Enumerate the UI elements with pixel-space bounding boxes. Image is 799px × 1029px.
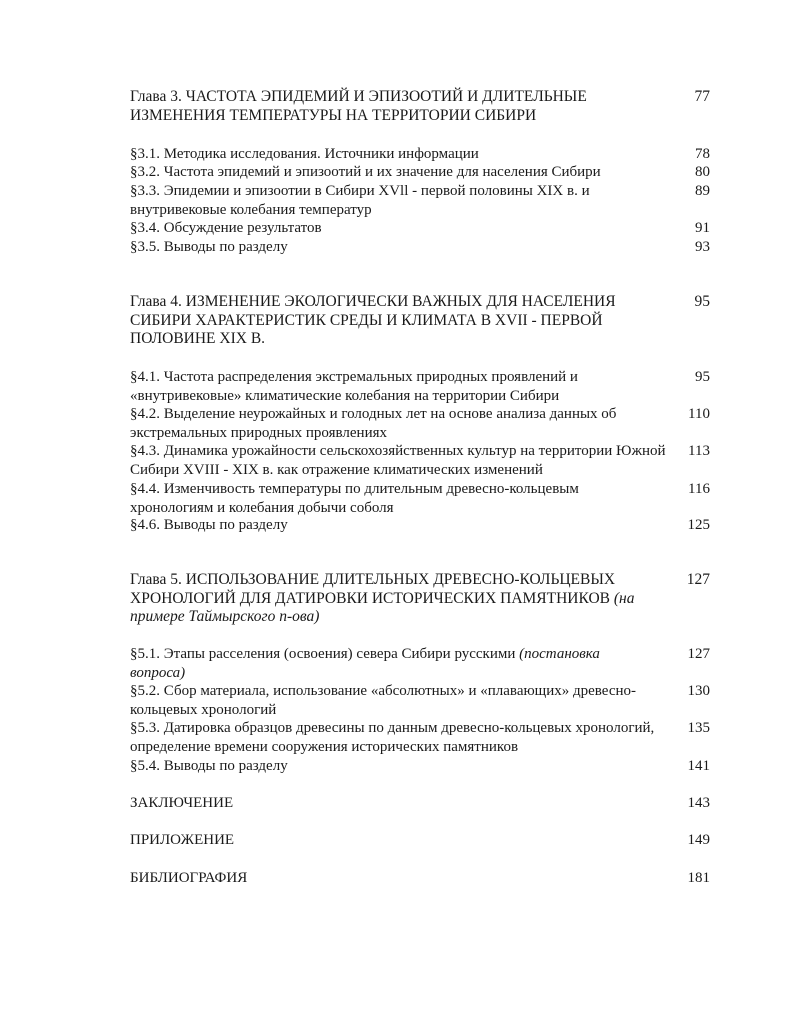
section-5-2-title: §5.2. Сбор материала, использование «абсолютных» и «плавающих» древесно-кольцевых хронологий (130, 683, 637, 718)
section-5-1-title-block (130, 645, 655, 682)
chapter-3-entry (130, 88, 710, 128)
section-3-2 (130, 163, 710, 182)
section-4-1-title: §4.1. Частота распределения экстремальных природных проявлений и «внутривековые» климатические колебания на территории Сибири (130, 369, 578, 404)
section-3-4 (130, 219, 710, 238)
section-3-3-page: 89 (695, 183, 710, 199)
chapter-5-title-italic: (на примере Таймырского п-ова) (130, 589, 635, 625)
section-4-3-title: §4.3. Динамика урожайности сельскохозяйственных культур на территории Южной Сибири XVIII - XIX в. как отражение климатических изменений (130, 443, 666, 478)
section-5-3-page: 135 (687, 720, 710, 736)
section-3-2-page: 80 (695, 164, 710, 180)
section-4-1 (130, 368, 710, 406)
section-5-2-page: 130 (687, 683, 710, 699)
chapter-4-entry (130, 293, 710, 351)
section-3-5-title: §3.5. Выводы по разделу (130, 239, 288, 255)
conclusion-page: 143 (687, 795, 710, 811)
section-4-2-title: §4.2. Выделение неурожайных и голодных лет на основе анализа данных об экстремальных природных проявлениях (130, 406, 617, 441)
section-5-1 (130, 645, 710, 683)
section-3-1 (130, 145, 710, 164)
bibliography-page: 181 (687, 870, 710, 886)
appendix-page: 149 (687, 832, 710, 848)
chapter-5-title: Глава 5. ИСПОЛЬЗОВАНИЕ ДЛИТЕЛЬНЫХ ДРЕВЕСНО-КОЛЬЦЕВЫХ ХРОНОЛОГИЙ ДЛЯ ДАТИРОВКИ ИСТОРИЧЕСКИХ ПАМЯТНИКОВ (130, 571, 616, 607)
section-5-3 (130, 719, 710, 757)
chapter-4-title: Глава 4. ИЗМЕНЕНИЕ ЭКОЛОГИЧЕСКИ ВАЖНЫХ ДЛЯ НАСЕЛЕНИЯ СИБИРИ ХАРАКТЕРИСТИК СРЕДЫ И КЛИМАТА В XVII - ПЕРВОЙ ПОЛОВИНЕ XIX В. (130, 293, 616, 347)
section-3-5 (130, 238, 710, 257)
section-4-2-page: 110 (688, 406, 710, 422)
chapter-5-page: 127 (686, 571, 710, 588)
section-5-2 (130, 682, 710, 720)
appendix-title: ПРИЛОЖЕНИЕ (130, 832, 235, 848)
section-4-3 (130, 442, 710, 480)
appendix-entry (130, 831, 710, 850)
section-4-4 (130, 480, 710, 518)
section-3-1-title: §3.1. Методика исследования. Источники информации (130, 146, 479, 162)
section-5-3-title: §5.3. Датировка образцов древесины по данным древесно-кольцевых хронологий, определение времени сооружения исторических памятников (130, 720, 655, 755)
section-5-1-title: §5.1. Этапы расселения (освоения) севера Сибири русскими (130, 646, 516, 662)
conclusion-title: ЗАКЛЮЧЕНИЕ (130, 795, 234, 811)
bibliography-entry (130, 869, 710, 888)
section-4-4-title: §4.4. Изменчивость температуры по длительным древесно-кольцевым хронологиям и колебания добычи соболя (130, 481, 579, 516)
section-3-4-title: §3.4. Обсуждение результатов (130, 220, 322, 236)
section-3-1-page: 78 (695, 146, 710, 162)
section-5-4-page: 141 (687, 758, 710, 774)
section-3-2-title: §3.2. Частота эпидемий и эпизоотий и их значение для населения Сибири (130, 164, 601, 180)
section-4-3-page: 113 (688, 443, 710, 459)
chapter-3-title: Глава 3. ЧАСТОТА ЭПИДЕМИЙ И ЭПИЗООТИЙ И ДЛИТЕЛЬНЫЕ ИЗМЕНЕНИЯ ТЕМПЕРАТУРЫ НА ТЕРРИТОРИИ СИБИРИ (130, 88, 587, 124)
section-5-4 (130, 757, 710, 776)
section-4-2 (130, 405, 710, 443)
conclusion-entry (130, 794, 710, 813)
section-3-3-title: §3.3. Эпидемии и эпизоотии в Сибири XVll - первой половины XIX в. и внутривековые колебания температур (130, 183, 590, 218)
section-4-6-page: 125 (687, 517, 710, 533)
section-3-5-page: 93 (695, 239, 710, 255)
section-5-4-title: §5.4. Выводы по разделу (130, 758, 288, 774)
section-4-6 (130, 516, 710, 535)
section-3-4-page: 91 (695, 220, 710, 236)
section-4-6-title: §4.6. Выводы по разделу (130, 517, 288, 533)
chapter-5-title-block (130, 571, 655, 627)
section-5-1-page: 127 (687, 646, 710, 662)
chapter-4-page: 95 (694, 293, 710, 310)
section-4-4-page: 116 (688, 481, 710, 497)
section-4-1-page: 95 (695, 369, 710, 385)
bibliography-title: БИБЛИОГРАФИЯ (130, 870, 248, 886)
section-5-1-title-italic: (постановка вопроса) (130, 646, 600, 681)
section-3-3 (130, 182, 710, 220)
chapter-3-page: 77 (694, 88, 710, 105)
chapter-5-entry (130, 571, 710, 629)
